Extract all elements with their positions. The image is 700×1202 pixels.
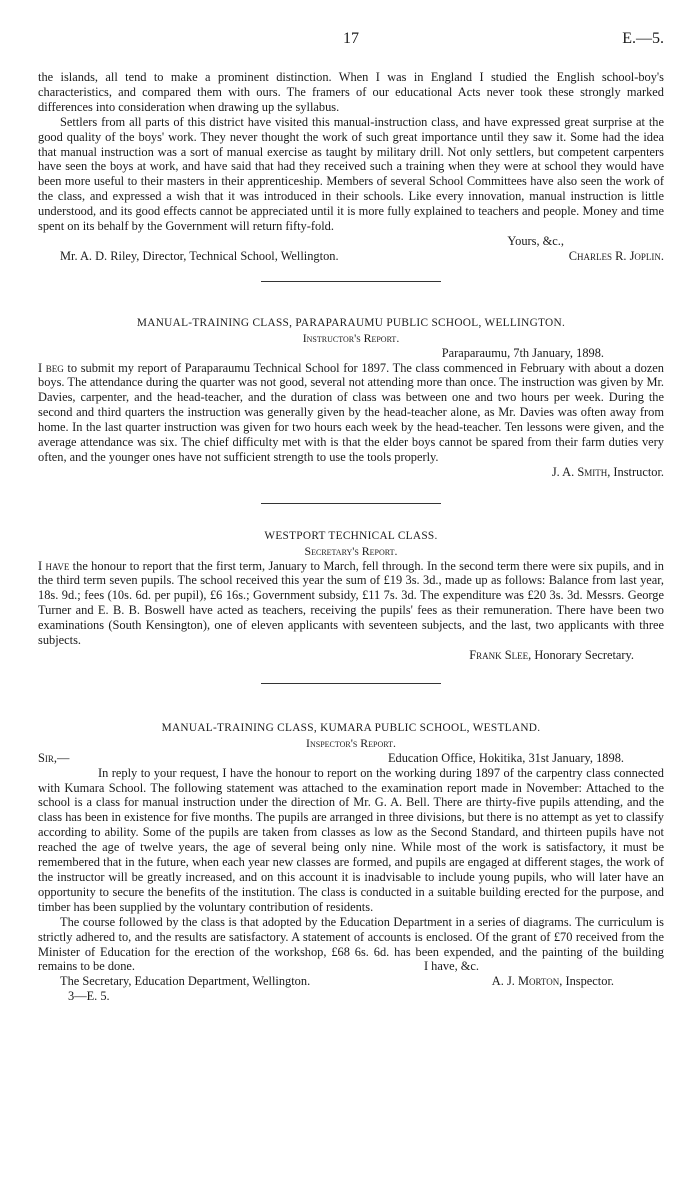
kumara-salutation: Sir,—	[38, 750, 70, 765]
westport-opening: I have	[38, 558, 70, 573]
westport-section	[38, 529, 664, 663]
kumara-paragraph-1: In reply to your request, I have the honour to report on the working during 1897 of the carpentry class connected with Kumara School. The following statement was attached to the examination report made in November: Attached to the school is a class for manual instruction under the direction of Mr. G. A. Bell. There are thirty-five pupils attending, and the class has been in existence for five months. The pupils are arranged in three divisions, but there is no attempt as yet to classify according to ability. Some of the pupils are taken from classes as low as the Second Standard, and thirteen pupils have not reached the age of twelve years, the age of several being only nine. While most of the work is satisfactory, it must be remembered that in the future, when each year new classes are formed, and pupils are engaged at different stages, the work of the instructor will be greatly increased, and on this account it is inadvisable to include young pupils, who will later have an opportunity to secure the benefits of the institution. The class is conducted in a suitable building erected for the purpose, and timber has been supplied by the voluntary contribution of residents.	[38, 765, 664, 914]
joplin-paragraph-1: the islands, all tend to make a prominent distinction. When I was in England I studied the English school-boy's characteristics, and compared them with ours. The framers of our educational Acts never took these strongly marked differences into consideration when drawing up the syllabus.	[38, 70, 664, 114]
joplin-addressee: Mr. A. D. Riley, Director, Technical School, Wellington.	[60, 248, 339, 263]
joplin-letter	[38, 70, 664, 264]
paraparaumu-title: MANUAL-TRAINING CLASS, PARAPARAUMU PUBLIC SCHOOL, WELLINGTON.	[136, 316, 566, 329]
page-header	[38, 0, 664, 58]
paraparaumu-body: I beg to submit my report of Paraparaumu Technical School for 1897. The class commenced in February with about a dozen boys. The attendance during the quarter was not good, several not attending more than once. The instruction was given by Mr. Davies, carpenter, and the head-teacher, and the duration of class was between one and two hours per week. During the second and third quarters the instruction was generally given by the head-teacher alone, as Mr. Davies was often away from home. In the last quarter instruction was given for two hours each week by the head-teacher. Ten lessons were given, and the average attendance was six. The chief difficulty met with is that the elder boys cannot be spared from their farm duties very often, and the younger ones have not sufficient strength to use the tools properly.	[38, 360, 664, 464]
joplin-signature: Charles R. Joplin.	[568, 248, 664, 263]
kumara-closing: I have, &c.	[423, 959, 479, 974]
westport-signature: Frank Slee, Honorary Secretary.	[469, 648, 634, 662]
paraparaumu-signature: J. A. Smith, Instructor.	[551, 464, 664, 479]
kumara-signature-line	[38, 974, 664, 989]
page-reference: E.—5.	[622, 30, 664, 47]
kumara-salutation-row	[38, 751, 664, 766]
paraparaumu-opening: I beg	[38, 360, 64, 375]
kumara-subtitle: Inspector's Report.	[306, 735, 396, 750]
paraparaumu-section	[38, 316, 664, 480]
document-page	[38, 0, 664, 1004]
joplin-closing: Yours, &c.,	[507, 233, 564, 248]
paraparaumu-subtitle: Instructor's Report.	[302, 330, 400, 345]
kumara-addressee: The Secretary, Education Department, Wellington.	[60, 974, 311, 989]
section-divider	[261, 503, 441, 504]
westport-subtitle: Secretary's Report.	[304, 543, 398, 558]
westport-title: WESTPORT TECHNICAL CLASS.	[264, 529, 438, 542]
joplin-paragraph-2: Settlers from all parts of this district have visited this manual-instruction class, and have expressed great surprise at the good quality of the boys' work. They never thought the work of such great importance until they saw it. Some had the idea that manual instruction was a sort of manual exercise as taught by military drill. Not only settlers, but competent carpenters have seen the boys at work, and have said that had they received such a training when they were at school they would have been more useful to their masters in their apprenticeship. Members of several School Committees have also seen the work of the class, and expressed a wish that it was introduced in their schools. Like every innovation, manual instruction is little understood, and its good effects cannot be appreciated until it is more fully explained to teachers and people. Money and time spent on its behalf by the Government will return fifty-fold.	[38, 114, 664, 234]
joplin-signature-line	[38, 249, 664, 264]
kumara-section	[38, 721, 664, 1004]
westport-body: I have the honour to report that the first term, January to March, fell through. In the second term there were six pupils, and in the third term seven pupils. The school received this year the sum of £19 3s. 3d., made up as follows: Balance from last year, 18s. 9d.; fees (10s. 6d. per pupil), £6 16s.; Government subsidy, £11 7s. 3d. The expenditure was £20 3s. 3d. Messrs. George Turner and E. B. B. Boswell have acted as teachers, receiving the pupils' fees as their remuneration. There have been two examinations (South Kensington), one of eleven applicants with seventeen subjects, and the last, two applicants with three subjects.	[38, 558, 664, 648]
kumara-dateline: Education Office, Hokitika, 31st January, 1898.	[387, 750, 624, 765]
kumara-title: MANUAL-TRAINING CLASS, KUMARA PUBLIC SCHOOL, WESTLAND.	[161, 721, 541, 734]
kumara-signature: A. J. Morton, Inspector.	[491, 974, 614, 989]
page-number: 17	[343, 30, 359, 47]
section-divider	[261, 683, 441, 684]
paraparaumu-dateline: Paraparaumu, 7th January, 1898.	[441, 345, 604, 360]
section-divider	[261, 281, 441, 282]
page-footer-code: 3—E. 5.	[68, 989, 110, 1004]
kumara-paragraph-2: The course followed by the class is that adopted by the Education Department in a series of diagrams. The curriculum is strictly adhered to, and the results are satisfactory. A statement of accounts is enclosed. Of the grant of £70 received from the Minister of Education for the erection of the workshop, £68 6s. 6d. has been expended, and the painting of the building remains to be done.	[38, 914, 664, 974]
